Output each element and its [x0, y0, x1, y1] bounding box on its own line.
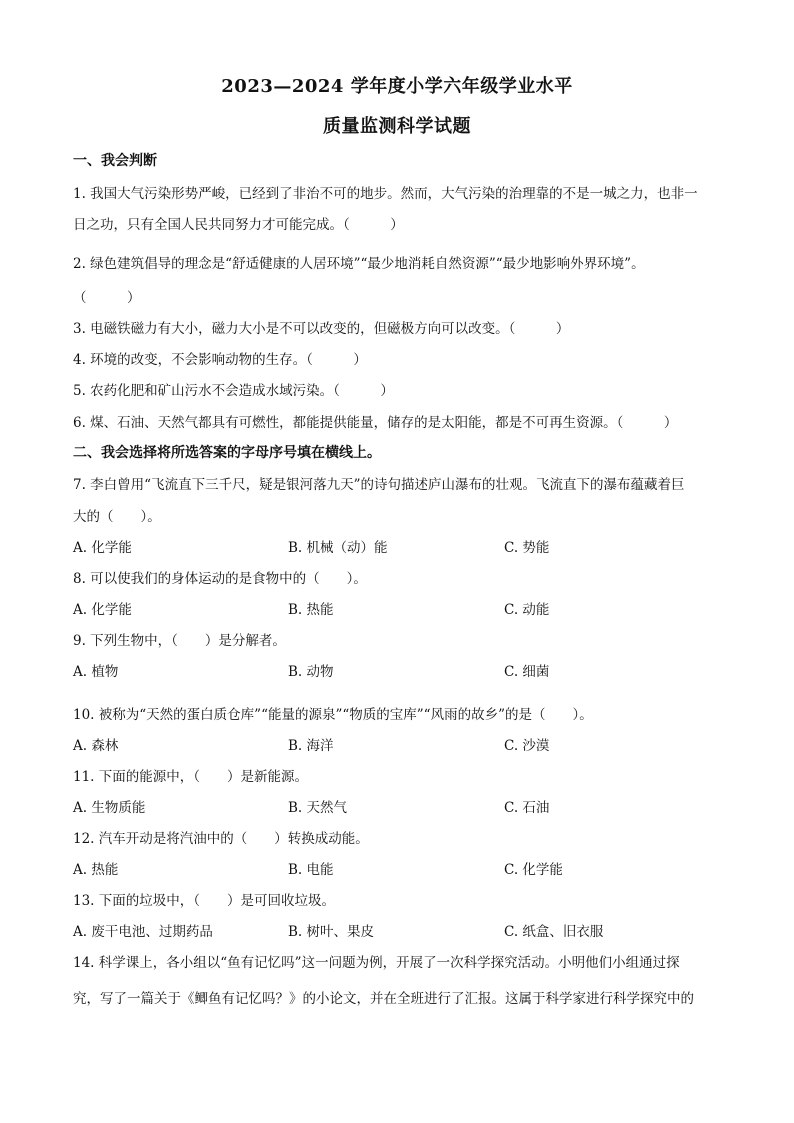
- question-7-option-b: B. 机械（动）能: [288, 540, 388, 556]
- question-1-line2: 日之功，只有全国人民共同努力才可能完成。（ ）: [73, 217, 404, 233]
- question-13-option-c: C. 纸盒、旧衣服: [504, 924, 604, 940]
- question-12-option-b: B. 电能: [288, 862, 334, 878]
- question-2-line2: （ ）: [73, 290, 141, 306]
- question-10-option-b: B. 海洋: [288, 738, 334, 754]
- question-7-option-a: A. 化学能: [73, 540, 132, 556]
- question-5: 5. 农药化肥和矿山污水不会造成水域污染。（ ）: [73, 383, 394, 399]
- question-10-option-c: C. 沙漠: [504, 738, 550, 754]
- question-1-line1: 1. 我国大气污染形势严峻，已经到了非治不可的地步。然而，大气污染的治理靠的不是一城之力，也非一: [73, 186, 698, 202]
- exam-title-line2: 质量监测科学试题: [323, 116, 471, 137]
- question-11-option-a: A. 生物质能: [73, 800, 146, 816]
- question-8-option-a: A. 化学能: [73, 602, 132, 618]
- question-6: 6. 煤、石油、天然气都具有可燃性，都能提供能量，储存的是太阳能，都是不可再生资源。（ ）: [73, 415, 678, 431]
- question-10-stem: 10. 被称为“天然的蛋白质仓库”“能量的源泉”“物质的宝库”“风雨的故乡”的是（ ）。: [73, 707, 593, 723]
- question-8-option-c: C. 动能: [504, 602, 550, 618]
- question-13-option-b: B. 树叶、果皮: [288, 924, 375, 940]
- question-7-option-c: C. 势能: [504, 540, 550, 556]
- question-8-stem: 8. 可以使我们的身体运动的是食物中的（ ）。: [73, 571, 367, 587]
- question-7-line1: 7. 李白曾用“飞流直下三千尺，疑是银河落九天”的诗句描述庐山瀑布的壮观。飞流直下的瀑布蕴藏着巨: [73, 477, 685, 493]
- question-9-option-c: C. 细菌: [504, 664, 550, 680]
- question-9-option-a: A. 植物: [73, 664, 119, 680]
- question-11-option-b: B. 天然气: [288, 800, 348, 816]
- question-11-option-c: C. 石油: [504, 800, 550, 816]
- question-13-option-a: A. 废干电池、过期药品: [73, 924, 213, 940]
- question-9-stem: 9. 下列生物中，（ ）是分解者。: [73, 633, 286, 649]
- question-13-stem: 13. 下面的垃圾中，（ ）是可回收垃圾。: [73, 893, 336, 909]
- question-12-stem: 12. 汽车开动是将汽油中的（ ）转换成动能。: [73, 831, 369, 847]
- question-3: 3. 电磁铁磁力有大小，磁力大小是不可以改变的，但磁极方向可以改变。（ ）: [73, 321, 570, 337]
- question-8-option-b: B. 热能: [288, 602, 334, 618]
- question-12-option-c: C. 化学能: [504, 862, 563, 878]
- question-4: 4. 环境的改变，不会影响动物的生存。（ ）: [73, 352, 367, 368]
- exam-title-line1: 2023—2024 学年度小学六年级学业水平: [221, 76, 573, 97]
- question-11-stem: 11. 下面的能源中，（ ）是新能源。: [73, 769, 309, 785]
- section-heading-judgment: 一、我会判断: [73, 153, 157, 169]
- question-10-option-a: A. 森林: [73, 738, 119, 754]
- question-7-line2: 大的（ ）。: [73, 509, 161, 525]
- section-heading-choice: 二、我会选择将所选答案的字母序号填在横线上。: [73, 445, 381, 461]
- question-14-line1: 14. 科学课上，各小组以“鱼有记忆吗”这一问题为例，开展了一次科学探究活动。小明他们小组通过探: [73, 955, 680, 971]
- question-9-option-b: B. 动物: [288, 664, 334, 680]
- question-2-line1: 2. 绿色建筑倡导的理念是“舒适健康的人居环境”“最少地消耗自然资源”“最少地影响外界环境”。: [73, 256, 645, 272]
- question-12-option-a: A. 热能: [73, 862, 119, 878]
- question-14-line2: 究，写了一篇关于《鲫鱼有记忆吗？》的小论文，并在全班进行了汇报。这属于科学家进行科学探究中的: [73, 991, 694, 1007]
